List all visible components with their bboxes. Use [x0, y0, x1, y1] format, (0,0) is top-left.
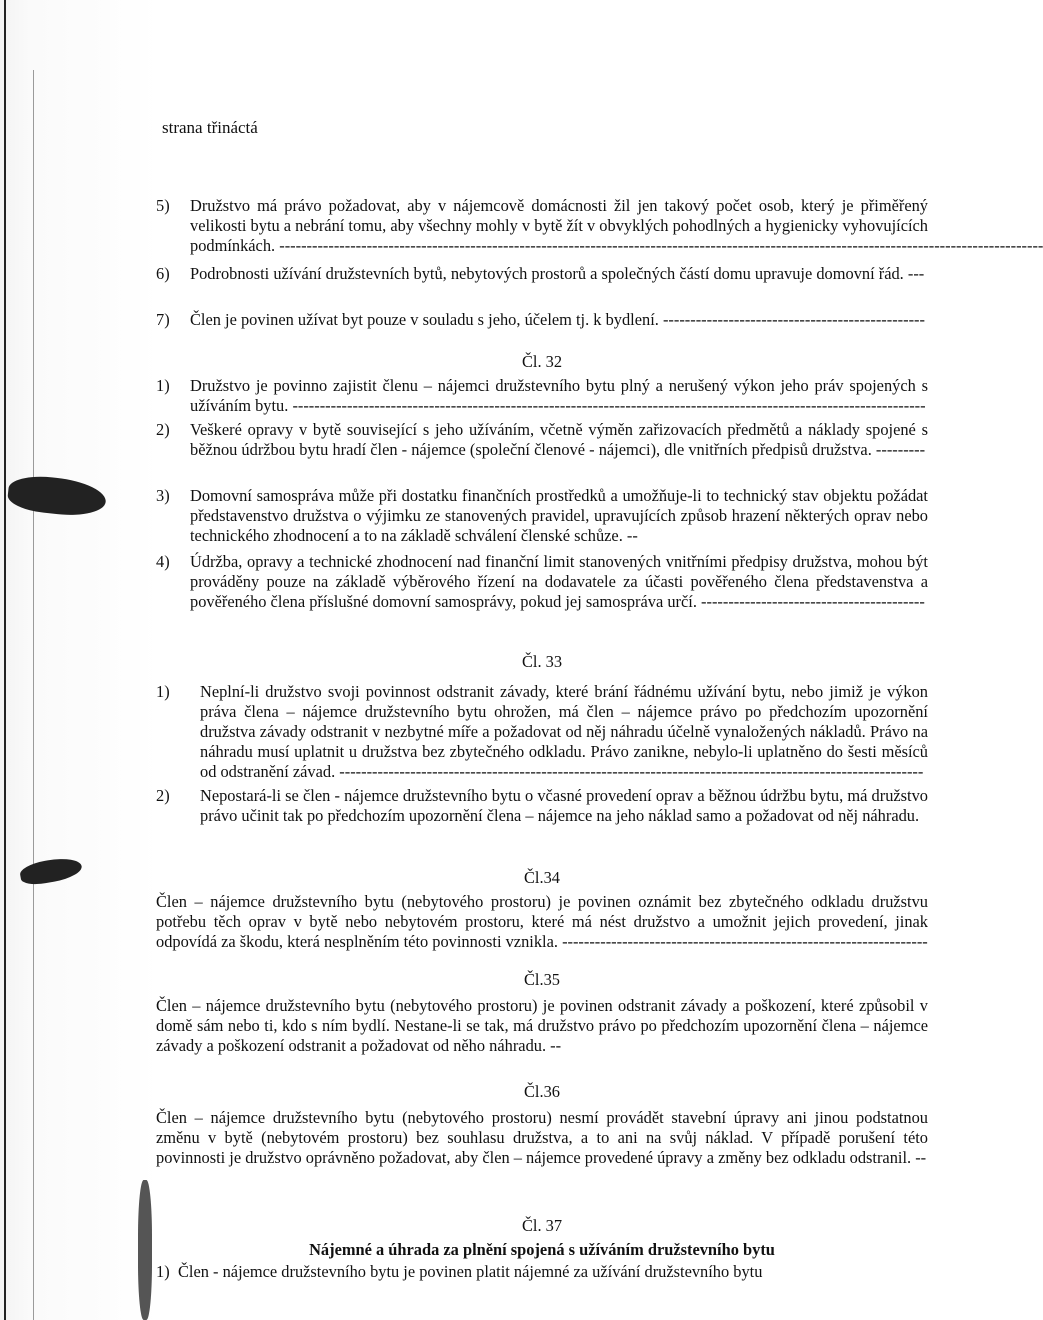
art37-paragraph-1: [156, 1262, 928, 1282]
paragraph-number: 3): [156, 486, 170, 505]
paragraph-number: 4): [156, 552, 170, 571]
article-heading: Čl. 33: [521, 652, 563, 671]
paragraph-5: [156, 196, 1043, 256]
scan-edge-line: [4, 0, 6, 1320]
paragraph-text: Družstvo má právo požadovat, aby v nájemcově domácnosti žil jen takový počet osob, který je přiměřený velikosti bytu a nebrání tomu, aby všechny mohly v bytě žít v obvyklých pohodlných a hygienicky vyhovujících podmínkách. --------------------------------------------------------------------------------------------------------------------------------------------: [190, 196, 1043, 255]
article-heading: Čl.34: [524, 868, 560, 887]
art32-paragraph-2: [156, 420, 928, 460]
paragraph-number: 2): [156, 786, 170, 805]
paragraph-text: Člen je povinen užívat byt pouze v souladu s jeho, účelem tj. k bydlení. ------------------------------------------------: [190, 310, 925, 329]
paragraph-text: Neplní-li družstvo svoji povinnost odstranit závady, které brání řádnému užívání bytu, nebo jimiž je výkon práva člena – nájemce družstevního bytu ohrožen, má člen – nájemce právo po předchozím upozornění družstva závady odstranit v nezbytné míře a požadovat od něj náhradu účelně vynaložených nákladů. Právo na náhradu musí uplatnit u družstva bez zbytečného odkladu. Právo zanikne, nebylo-li uplatněno do šesti měsíců od odstranění závad. -----------------------------------------------------------------------------------------------------------: [200, 682, 928, 781]
paragraph-6: [156, 264, 928, 284]
paragraph-number: 6): [156, 264, 170, 283]
paragraph-text: Člen – nájemce družstevního bytu (nebytového prostoru) je povinen oznámit bez zbytečného odkladu družstvu potřebu těch oprav v bytě nebo nebytovém prostoru, které má nést družstvo a umožnit jejich provedení, jinak odpovídá za škodu, která nesplněním této povinnosti vznikla. -------------------------------------------------------------------: [156, 892, 928, 951]
paragraph-text: Družstvo je povinno zajistit členu – nájemci družstevního bytu plný a nerušený výkon jeho práv spojených s užíváním bytu. --------------------------------------------------------------------------------------------------------------------: [190, 376, 928, 415]
paragraph-number: 7): [156, 310, 170, 329]
running-head: strana třináctá: [162, 118, 258, 137]
article-heading: Čl.36: [524, 1082, 560, 1101]
paragraph-number: 1): [156, 682, 170, 701]
paragraph-text: Údržba, opravy a technické zhodnocení nad finanční limit stanovených vnitřními předpisy družstva, mohou být prováděny pouze na základě výběrového řízení na dodavatele za účasti pověřeného člena představenstva a pověřeného člena příslušné domovní samosprávy, pokud jej samospráva určí. -----------------------------------------: [190, 552, 928, 611]
art32-paragraph-4: [156, 552, 928, 612]
paragraph-text: Člen - nájemce družstevního bytu je povinen platit nájemné za užívání družstevního bytu: [178, 1262, 763, 1281]
paragraph-7: [156, 310, 928, 330]
art33-paragraph-1: [156, 682, 928, 782]
article-heading: Čl. 32: [521, 352, 563, 371]
paragraph-text: Člen – nájemce družstevního bytu (nebytového prostoru) nesmí provádět stavební úpravy ani jinou podstatnou změnu v bytě (nebytovém prostoru) bez souhlasu družstva, a to ani na svůj náklad. V případě porušení této povinnosti je družstvo oprávněno požadovat, aby člen – nájemce provedené úpravy a změny bez odkladu odstranil. --: [156, 1108, 928, 1167]
paragraph-number: 1): [156, 1262, 170, 1281]
article-title: Nájemné a úhrada za plnění spojená s užíváním družstevního bytu: [309, 1240, 775, 1259]
article-heading: Čl.35: [524, 970, 560, 989]
article-heading: Čl. 37: [521, 1216, 563, 1235]
art35-text: [156, 996, 928, 1056]
art34-text: [156, 892, 928, 952]
paragraph-text: Veškeré opravy v bytě související s jeho užíváním, včetně výměn zařizovacích předmětů a náklady spojené s běžnou údržbou bytu hradí člen - nájemce (společní členové - nájemci), dle vnitřních předpisů družstva. ---------: [190, 420, 928, 459]
scan-edge-line-inner: [33, 70, 34, 1320]
art33-paragraph-2: [156, 786, 928, 826]
paragraph-text: Nepostará-li se člen - nájemce družstevního bytu o včasné provedení oprav a běžnou údržbu bytu, má družstvo právo učinit tak po předchozím upozornění člena – nájemce na jeho náklad samo a požadovat od něj náhradu.: [200, 786, 928, 825]
art32-paragraph-1: [156, 376, 928, 416]
scan-artifact: [138, 1180, 152, 1320]
paragraph-number: 5): [156, 196, 170, 215]
paragraph-text: Člen – nájemce družstevního bytu (nebytového prostoru) je povinen odstranit závady a poškození, které způsobil v domě sám nebo ti, kdo s ním bydlí. Nestane-li se tak, má družstvo právo po předchozím upozornění člena – nájemce závady a poškození odstranit a požadovat od něho náhradu. --: [156, 996, 928, 1055]
paragraph-number: 2): [156, 420, 170, 439]
art36-text: [156, 1108, 928, 1168]
paragraph-text: Podrobnosti užívání družstevních bytů, nebytových prostorů a společných částí domu upravuje domovní řád. ---: [190, 264, 925, 283]
scan-shadow: [0, 0, 160, 1320]
paragraph-text: Domovní samospráva může při dostatku finančních prostředků a umožňuje-li to technický stav objektu požádat představenstvo družstva o výjimku ze stanovených pravidel, upravujících způsob hrazení některých oprav nebo technického zhodnocení a to na základě schválení členské schůze. --: [190, 486, 928, 545]
art32-paragraph-3: [156, 486, 928, 546]
paragraph-number: 1): [156, 376, 170, 395]
